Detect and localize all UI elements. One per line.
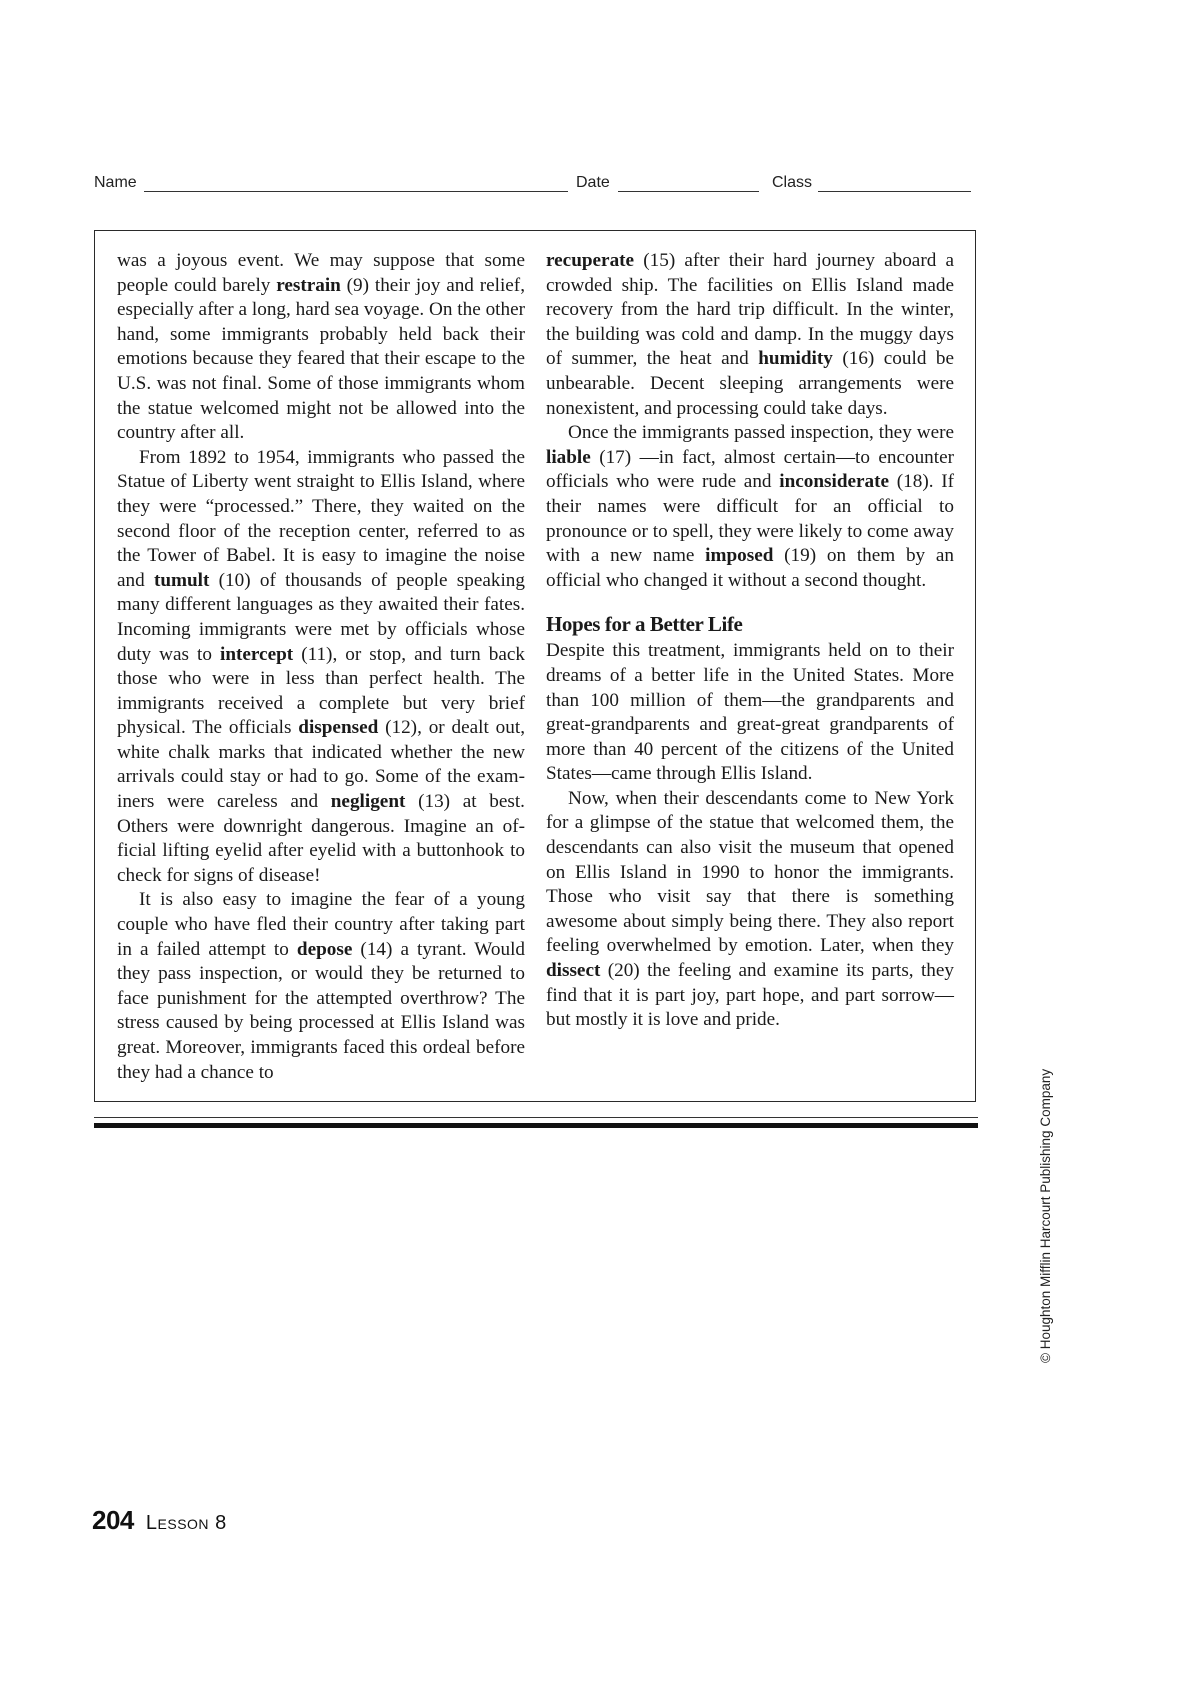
passage-paragraph (546, 639, 954, 787)
passage-left-column (117, 249, 525, 1085)
class-line (818, 191, 971, 192)
passage-text: (10) of thousands of people speaking many different languages as they awaited their fates. Incoming immigrants were met by officials whose duty was to (117, 569, 525, 665)
class-label: Class (772, 174, 813, 191)
passage-text: Once the immigrants passed inspection, they were (568, 422, 954, 444)
passage-text: (12), or dealt out, white chalk marks that indicated whether the new arrivals could stay or had to go. Some of the examiners were careless and (117, 717, 525, 813)
passage-text: was a joyous event. We may suppose that some people could barely (117, 250, 525, 296)
vocabulary-word: dispensed (298, 717, 379, 739)
passage-paragraph (117, 249, 525, 446)
passage-text: Now, when their descendants come to New York for a glimpse of the statue that welcomed them, the descendants can also visit the museum that opened on Ellis Island in 1990 to honor the immigrants. Those who visit say that there is something awesome about simply being there. They also report feeling overwhelmed by emotion. Later, when they (546, 787, 954, 957)
passage-text: It is also easy to imagine the fear of a young couple who have fled their country after taking part in a failed attempt to (117, 889, 525, 960)
passage-paragraph (117, 888, 525, 1085)
lesson-label: Lesson 8 (145, 1512, 227, 1534)
page-footer (92, 1505, 227, 1536)
divider-thin (94, 1117, 978, 1118)
passage-text: (19) on them by an official who changed it without a second thought. (546, 545, 954, 591)
date-line (618, 191, 759, 192)
copyright-notice: © Houghton Mifflin Harcourt Publishing Company (1038, 1068, 1053, 1363)
passage-text: (20) the feeling and examine its parts, they find that it is part joy, part hope, and part sorrow—but mostly it is love and pride. (546, 960, 954, 1031)
passage-text: (14) a tyrant. Would they pass inspection, or would they be returned to face punishment for the attempted overthrow? The stress caused by being processed at Ellis Island was great. Moreover, immigrants faced this ordeal before they had a chance to (117, 938, 525, 1083)
date-label: Date (576, 174, 610, 191)
divider-thick (94, 1123, 978, 1128)
vocabulary-word: tumult (153, 569, 210, 591)
vocabulary-word: imposed (705, 545, 774, 567)
passage-paragraph (546, 421, 954, 593)
passage-right-column (546, 249, 954, 1033)
vocabulary-word: dissect (546, 960, 601, 982)
passage-text: (9) their joy and relief, especially after a long, hard sea voyage. On the other hand, some immigrants probably held back their emotions because they feared that their escape to the U.S. was not final. Some of those immigrants whom the statue welcomed might not be allowed into the country after all. (117, 274, 525, 444)
vocabulary-word: inconsiderate (779, 471, 890, 493)
name-label: Name (94, 174, 137, 191)
passage-text: (15) after their hard journey aboard a crowded ship. The facilities on Ellis Island made recovery from the hard trip difficult. In the winter, the building was cold and damp. In the muggy days of summer, the heat and (546, 250, 954, 370)
passage-paragraph (546, 787, 954, 1033)
vocabulary-word: negligent (330, 791, 406, 813)
vocabulary-word: intercept (219, 643, 294, 665)
passage-paragraph (117, 446, 525, 889)
vocabulary-word: restrain (276, 274, 341, 296)
passage-text: (18). If their names were difficult for an official to pronounce or to spell, they were likely to come away with a new name (546, 471, 955, 567)
student-info-header (94, 172, 971, 196)
vocabulary-word: liable (546, 446, 591, 468)
reading-passage (94, 230, 976, 1102)
passage-text: From 1892 to 1954, immigrants who passed the Statue of Liberty went straight to Ellis Island, where they were “processed.” There, they waited on the second floor of the reception center, referred to as the Tower of Babel. It is easy to imagine the noise and (117, 446, 525, 591)
passage-paragraph (546, 249, 954, 421)
passage-text: Despite this treatment, immigrants held on to their dreams of a better life in the United States. More than 100 million of them—the grandparents and great-grandparents and great-great grandparents of more than 40 percent of the citizens of the United States—came through Ellis Island. (546, 640, 954, 785)
name-line (144, 191, 568, 192)
passage-text: (17) —in fact, almost certain—to encounter officials who were rude and (546, 446, 954, 493)
page-number: 204 (92, 1505, 134, 1535)
passage-text: (13) at best. Others were downright dangerous. Imagine an official lifting eyelid after eyelid with a buttonhook to check for signs of disease! (117, 791, 525, 886)
vocabulary-word: humidity (758, 348, 833, 370)
section-heading: Hopes for a Better Life (546, 612, 743, 637)
vocabulary-word: depose (296, 938, 353, 960)
vocabulary-word: recuperate (546, 250, 635, 271)
passage-text: (16) could be unbearable. Decent sleeping arrangements were nonexistent, and processing could take days. (546, 348, 954, 419)
passage-text: (11), or stop, and turn back those who were in less than perfect health. The immigrants received a complete but very brief physical. The officials (117, 643, 525, 739)
